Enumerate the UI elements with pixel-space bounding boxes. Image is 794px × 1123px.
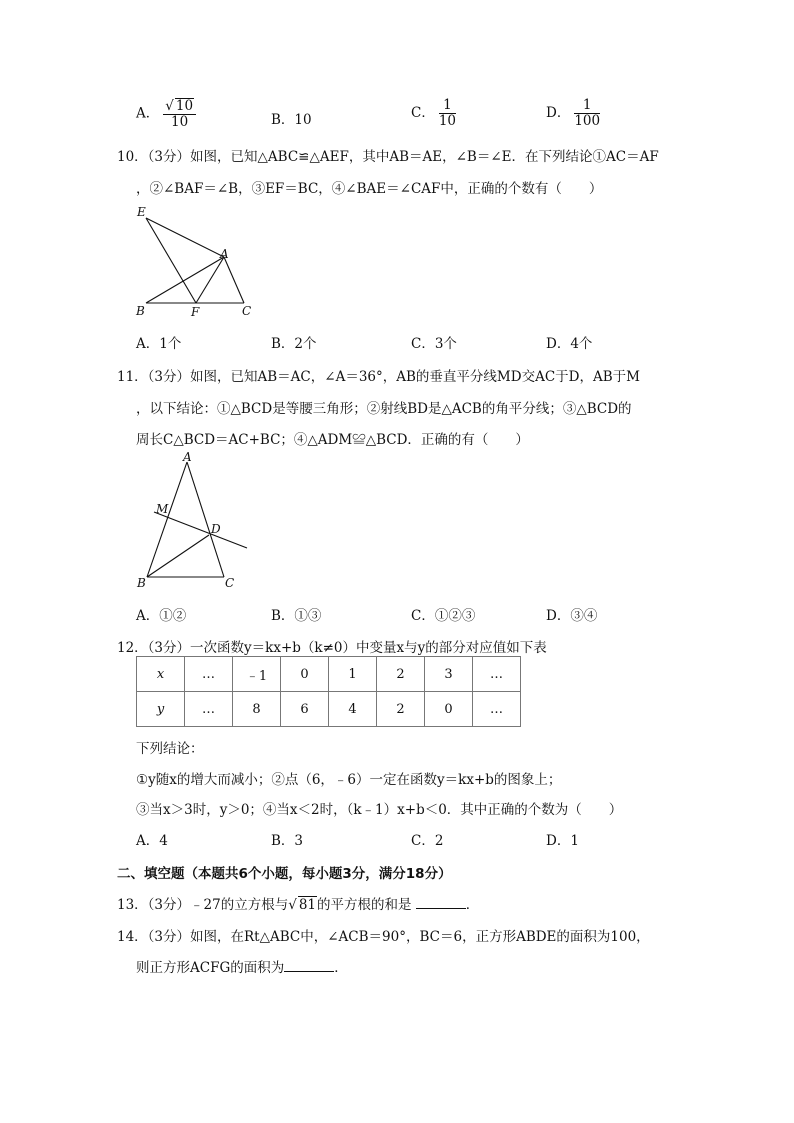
q10-option-c: C．3个	[411, 336, 457, 352]
fraction-numerator: 10	[175, 98, 194, 114]
table-cell: 0	[425, 692, 473, 727]
table-cell: 0	[281, 657, 329, 692]
label-b: B	[136, 304, 145, 318]
q9-option-a	[136, 98, 196, 130]
q13-stem: 13．（3分）﹣27的立方根与√ 81的平方根的和是 ．	[117, 897, 480, 913]
q14-text: 则正方形ACFG的面积为	[136, 960, 285, 976]
q11-stem-line3: 周长C△BCD＝AC+BC；④△ADM≌△BCD．正确的有（ ）	[136, 432, 529, 448]
table-cell: 6	[281, 692, 329, 727]
q10-figure	[132, 203, 262, 318]
table-cell: 1	[329, 657, 377, 692]
fraction-denominator: 100	[574, 113, 601, 129]
q14-end: ．	[334, 960, 348, 976]
label-b: B	[137, 576, 146, 590]
fraction	[574, 98, 600, 129]
option-letter: C．	[411, 105, 435, 121]
fraction-numerator: 1	[574, 98, 600, 114]
table-cell: …	[473, 657, 521, 692]
q12-intro: 下列结论：	[136, 741, 204, 757]
fraction	[439, 98, 456, 129]
q14-stem-line1: 14．（3分）如图，在Rt△ABC中，∠ACB＝90°，BC＝6，正方形ABDE的面积为100，	[117, 929, 650, 945]
q12-option-a: A．4	[136, 833, 168, 849]
q10-option-a: A．1个	[136, 336, 182, 352]
table-cell: 2	[377, 657, 425, 692]
table-row	[137, 692, 521, 727]
q11-option-a: A．①②	[136, 608, 187, 624]
label-d: D	[211, 522, 221, 536]
q10-stem-line2: ，②∠BAF＝∠B，③EF＝BC，④∠BAE＝∠CAF中，正确的个数有（ ）	[136, 181, 603, 197]
section-title: 二、填空题（本题共6个小题，每小题3分，满分18分）	[117, 866, 452, 882]
q11-option-b: B．①③	[271, 608, 322, 624]
table-cell: 3	[425, 657, 473, 692]
table-cell: ﹣1	[233, 657, 281, 692]
fraction-denominator: 10	[171, 114, 189, 130]
q9-option-c	[411, 98, 456, 129]
q11-figure	[132, 450, 257, 595]
label-e: E	[137, 205, 146, 219]
fraction-numerator: 1	[439, 98, 456, 114]
option-value: 10	[294, 112, 312, 128]
label-c: C	[242, 304, 252, 318]
q11-stem-line1: 11．（3分）如图，已知AB＝AC，∠A＝36°，AB的垂直平分线MD交AC于D，AB于M	[117, 369, 640, 385]
table-cell: x	[137, 657, 185, 692]
q12-option-d: D．1	[546, 833, 579, 849]
answer-blank	[284, 959, 334, 972]
table-cell: …	[185, 657, 233, 692]
q12-option-c: C．2	[411, 833, 444, 849]
q13-prefix: 13．（3分）﹣27的立方根与	[117, 897, 289, 913]
q10-option-b: B．2个	[271, 336, 317, 352]
q10-stem-line1: 10．（3分）如图，已知△ABC≌△AEF，其中AB＝AE，∠B＝∠E．在下列结论①AC＝AF	[117, 149, 659, 165]
table-cell: …	[473, 692, 521, 727]
q11-option-c: C．①②③	[411, 608, 476, 624]
fraction: $\frac{√ 10}{10}$	[163, 98, 196, 130]
label-a: A	[183, 450, 192, 464]
q9-option-d	[546, 98, 600, 129]
table-cell: 4	[329, 692, 377, 727]
table-cell: 2	[377, 692, 425, 727]
fraction-denominator: 10	[438, 113, 457, 129]
label-m: M	[156, 502, 169, 516]
label-a: A	[220, 247, 229, 261]
q13-sqrt-value: 81	[298, 897, 316, 913]
table-row	[137, 657, 521, 692]
option-letter: A．	[136, 105, 160, 122]
label-f: F	[191, 305, 200, 318]
table-cell: …	[185, 692, 233, 727]
option-letter: D．	[546, 105, 571, 121]
q14-stem-line2	[136, 956, 348, 976]
q12-line2: ①y随x的增大而减小；②点（6，﹣6）一定在函数y＝kx+b的图象上；	[136, 772, 562, 788]
q13-end: ．	[465, 897, 480, 913]
q12-value-table	[136, 656, 521, 727]
q12-stem-line1: 12．（3分）一次函数y＝kx+b（k≠0）中变量x与y的部分对应值如下表	[117, 640, 547, 656]
q11-option-d: D．③④	[546, 608, 598, 624]
answer-blank	[416, 896, 466, 909]
q10-option-d: D．4个	[546, 336, 593, 352]
table-cell: 8	[233, 692, 281, 727]
table-cell: y	[137, 692, 185, 727]
q9-option-b	[271, 108, 312, 128]
q11-stem-line2: ，以下结论：①△BCD是等腰三角形；②射线BD是△ACB的角平分线；③△BCD的	[136, 401, 632, 417]
q12-line3: ③当x＞3时，y＞0；④当x＜2时，（k﹣1）x+b＜0．其中正确的个数为（ ）	[136, 802, 623, 818]
option-letter: B．	[271, 112, 295, 128]
q13-suffix: 的平方根的和是	[317, 897, 412, 913]
label-c: C	[225, 576, 235, 590]
q12-option-b: B．3	[271, 833, 304, 849]
